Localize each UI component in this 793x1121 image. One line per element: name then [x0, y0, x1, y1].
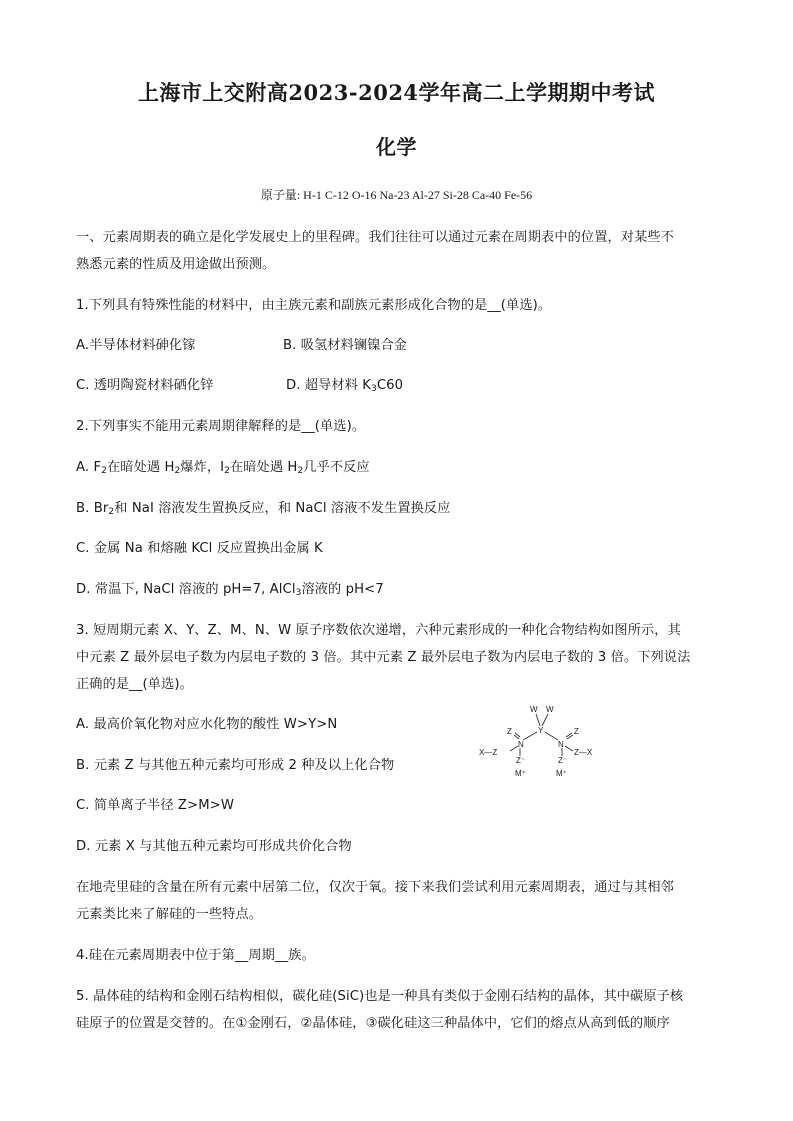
atom-z-top-right: Z: [574, 727, 579, 736]
q1-option-row2: [76, 374, 404, 394]
exam-title: 上海市上交附高2023-2024学年高二上学期期中考试: [137, 80, 656, 105]
q3-stem-line3: 正确的是__(单选)。: [76, 677, 193, 692]
q5-line1: 5. 晶体硅的结构和金刚石结构相似，碳化硅(SiC)也是一种具有类似于金刚石结构的晶体，其中碳原子核: [76, 989, 684, 1004]
q3-stem-line1: 3. 短周期元素 X、Y、Z、M、N、W 原子序数依次递增，六种元素形成的一种化合物结构如图所示，其: [76, 623, 681, 638]
q1-option-c: C. 透明陶瓷材料硒化锌: [76, 378, 214, 393]
atom-z-top-left: Z: [507, 727, 512, 736]
q1-option-a: A.半导体材料砷化镓: [76, 338, 196, 353]
q2-option-a: A. $F_2$在暗处遇 $H_2$爆炸，$I_2$在暗处遇 $H_2$几乎不反应: [76, 460, 370, 476]
atomic-masses: 原子量: H-1 C-12 O-16 Na-23 Al-27 Si-28 Ca-40 Fe-56: [260, 188, 533, 202]
q1-stem: 1.下列具有特殊性能的材料中，由主族元素和副族元素形成化合物的是__(单选)。: [76, 298, 552, 313]
ion-m-plus-left: M⁺: [515, 769, 526, 778]
q2-option-c: C. 金属 Na 和熔融 KCl 反应置换出金属 K: [76, 541, 323, 556]
q3-option-a: A. 最高价氧化物对应水化物的酸性 W>Y>N: [76, 717, 338, 732]
q3-stem-line2: 中元素 Z 最外层电子数为内层电子数的 3 倍。其中元素 Z 最外层电子数为内层电子数的 3 倍。下列说法: [76, 650, 691, 665]
atom-w-right: W: [546, 705, 554, 714]
atom-y: Y: [538, 726, 544, 735]
passage-line2: 元素类比来了解硅的一些特点。: [76, 907, 263, 922]
q2-option-d: D. 常温下, NaCl 溶液的 pH=7, AlCl$_3$溶液的 pH<7: [76, 582, 384, 598]
q2-option-b: B. $Br_2$和 NaI 溶液发生置换反应，和 NaCl 溶液不发生置换反应: [76, 501, 451, 517]
group-x-z-left: X—Z: [479, 748, 498, 757]
q3-option-d: D. 元素 X 与其他五种元素均可形成共价化合物: [76, 839, 352, 854]
atom-n-right: N: [558, 740, 564, 749]
group-z-x-right: Z—X: [574, 748, 593, 757]
q1-option-b: B. 吸氢材料镧镍合金: [283, 338, 408, 353]
atom-w-left: W: [530, 705, 538, 714]
atom-z-minus-right: Z⁻: [558, 756, 568, 765]
q3-option-c: C. 简单离子半径 Z>M>W: [76, 798, 234, 813]
structure-bonds: [510, 714, 573, 756]
q1-option-row1: [76, 334, 408, 353]
q3-structure-figure: [470, 700, 610, 782]
q3-option-b: B. 元素 Z 与其他五种元素均可形成 2 种及以上化合物: [76, 758, 395, 773]
ion-m-plus-right: M⁺: [556, 769, 567, 778]
section1-intro-line2: 熟悉元素的性质及用途做出预测。: [76, 257, 276, 272]
atom-z-minus-left: Z⁻: [516, 756, 526, 765]
section1-intro-line1: 一、元素周期表的确立是化学发展史上的里程碑。我们往往可以通过元素在周期表中的位置，对某些不: [76, 230, 674, 245]
q4-stem: 4.硅在元素周期表中位于第__周期__族。: [76, 948, 315, 963]
passage-line1: 在地壳里硅的含量在所有元素中居第二位，仅次于氧。接下来我们尝试利用元素周期表，通过与其相邻: [76, 880, 674, 895]
q1-option-d: D. 超导材料 $K_3C60$: [286, 378, 404, 394]
q2-stem: 2.下列事实不能用元素周期律解释的是__(单选)。: [76, 419, 366, 434]
atom-n-left: N: [518, 740, 524, 749]
q5-line2: 硅原子的位置是交替的。在①金刚石，②晶体硅，③碳化硅这三种晶体中，它们的熔点从高到低的顺序: [76, 1016, 670, 1031]
subject-title: 化学: [376, 135, 417, 159]
